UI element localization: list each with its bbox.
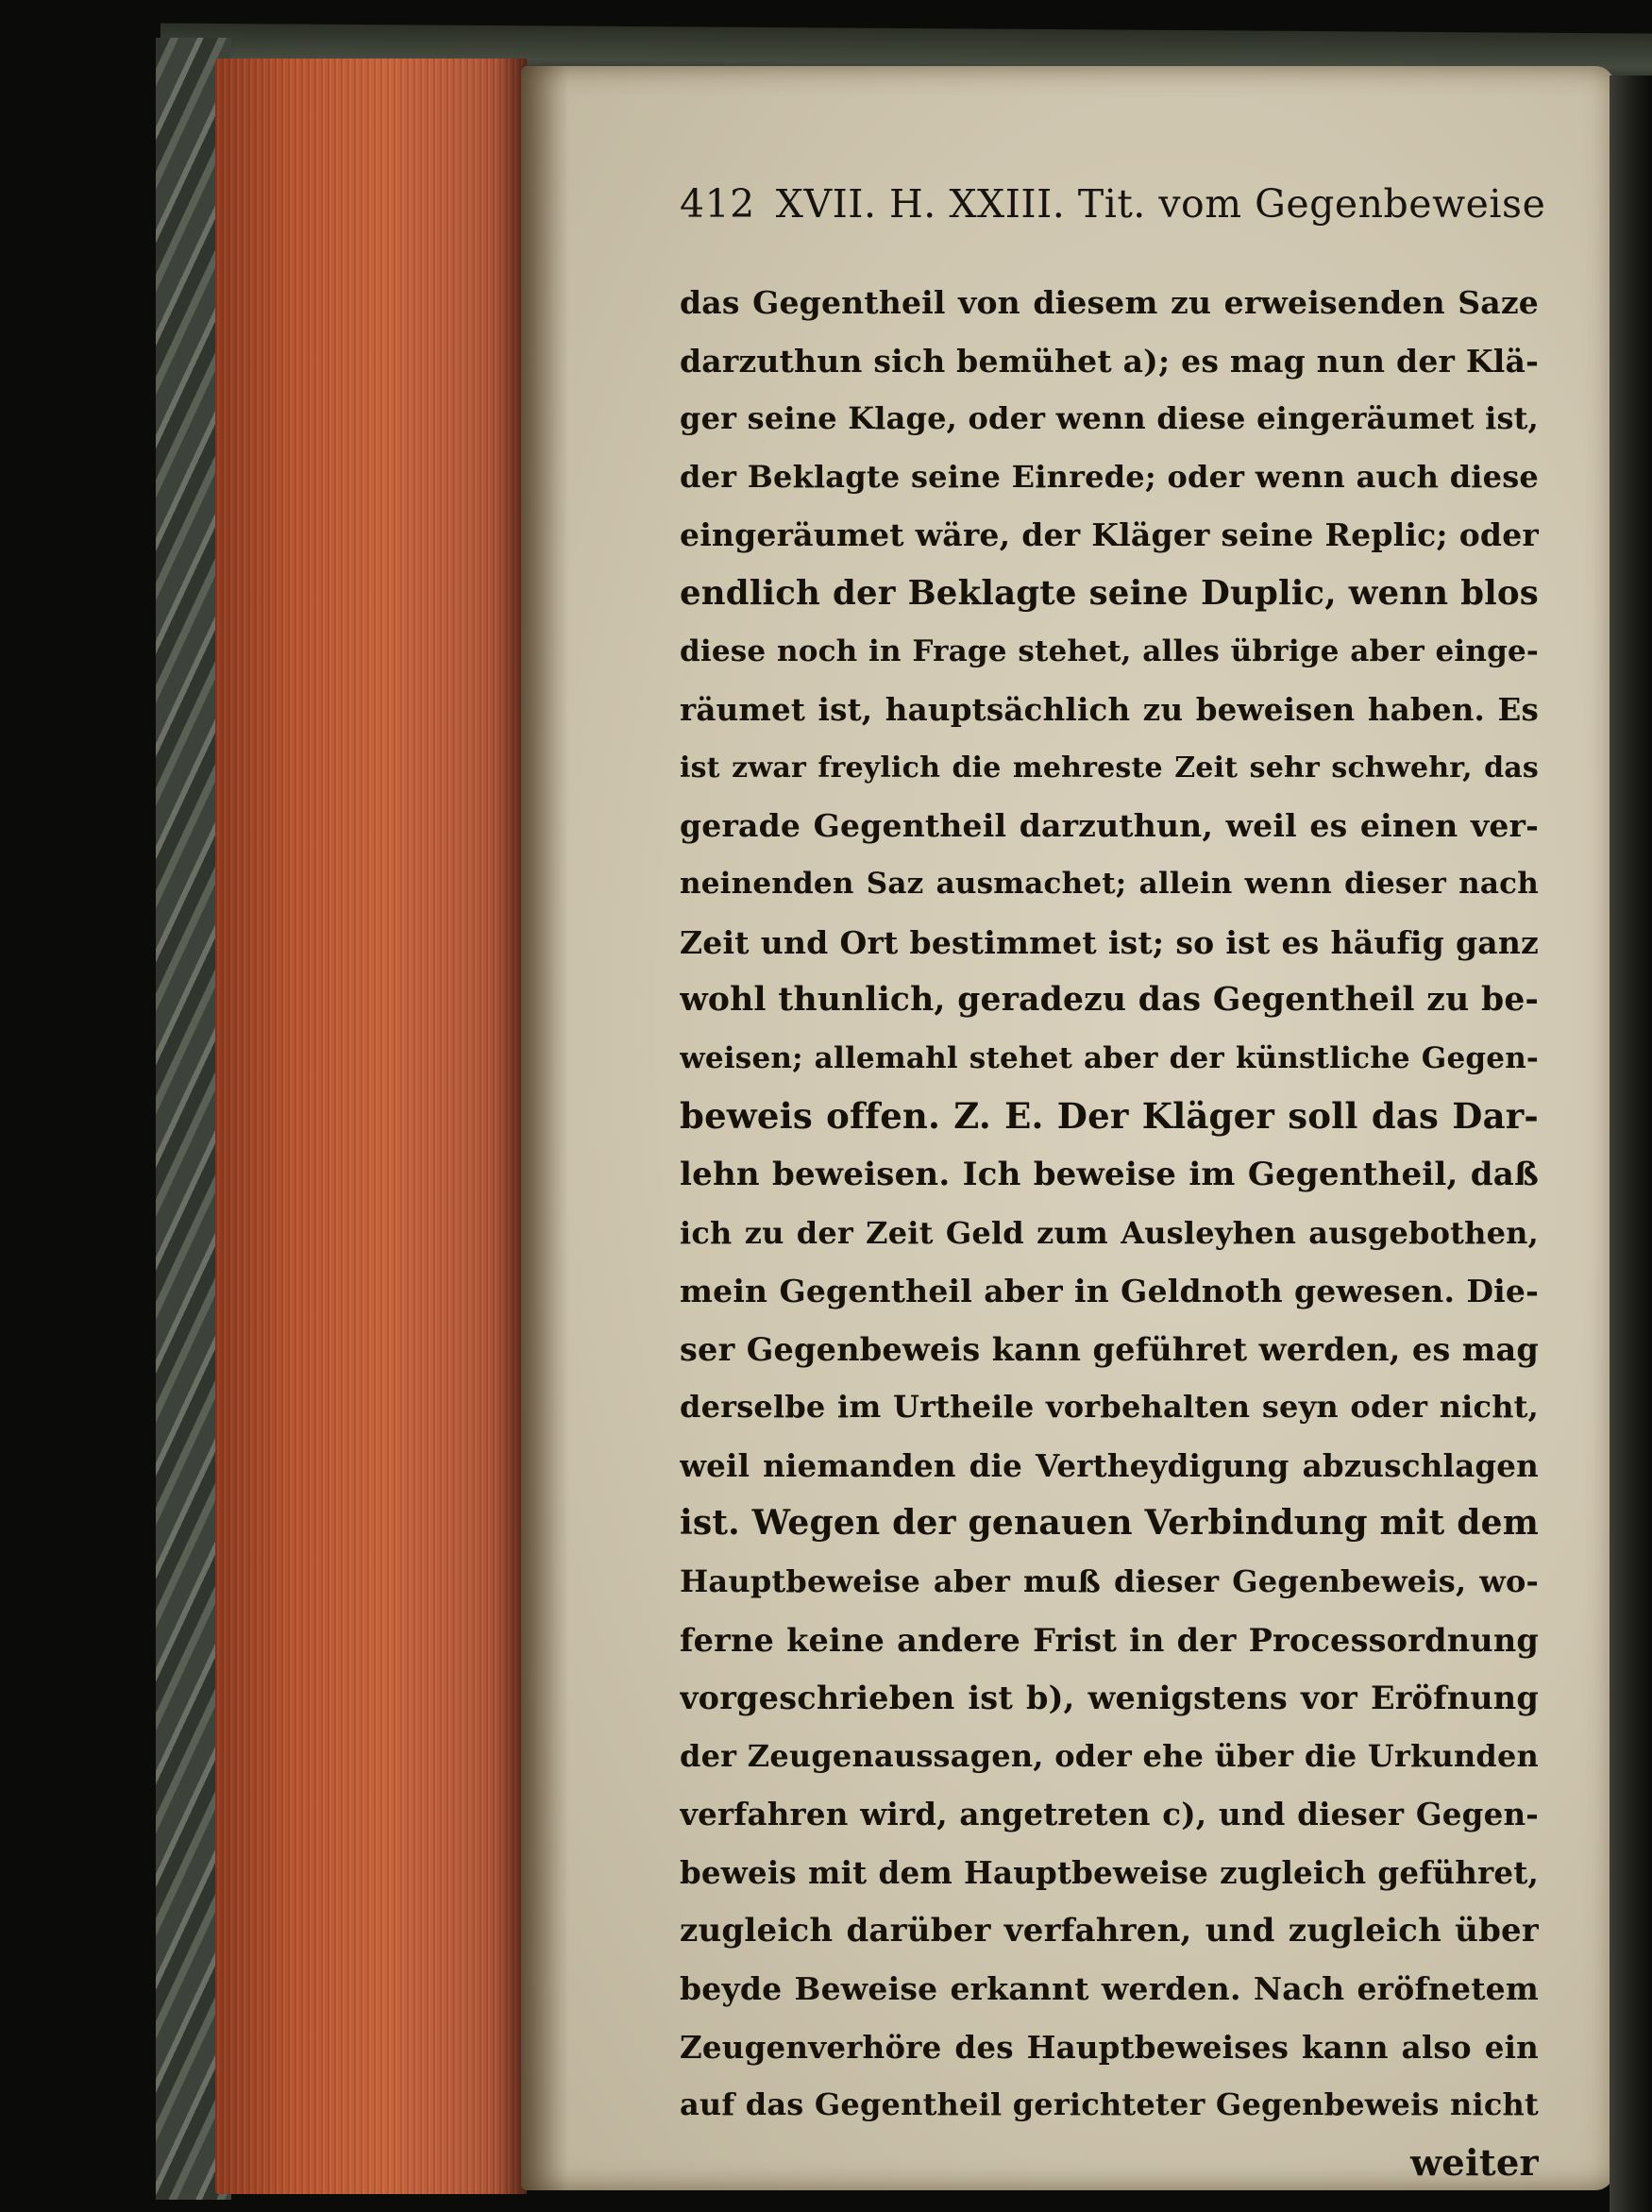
text-line: ferne keine andere Frist in der Processordnung <box>680 1621 1539 1659</box>
text-line: auf das Gegentheil gerichteter Gegenbeweis nicht <box>680 2086 1539 2123</box>
text-line: vorgeschrieben ist b), wenigstens vor Eröfnung <box>680 1680 1539 1717</box>
text-line: Hauptbeweise aber muß dieser Gegenbeweis, wo- <box>680 1563 1539 1600</box>
text-line: ger seine Klage, oder wenn diese eingeräumet ist, <box>680 400 1539 437</box>
running-head-title: XVII. H. XXIII. Tit. vom Gegenbeweise <box>775 181 1546 227</box>
page-number: 412 <box>680 181 755 227</box>
text-line: zugleich darüber verfahren, und zugleich über <box>680 1911 1539 1950</box>
text-line: diese noch in Frage stehet, alles übrige aber einge- <box>680 633 1539 668</box>
text-line: eingeräumet wäre, der Kläger seine Replic; oder <box>680 516 1539 554</box>
text-line: ser Gegenbeweis kann geführet werden, es mag <box>680 1330 1539 1368</box>
text-line: ich zu der Zeit Geld zum Ausleyhen ausgebothen, <box>680 1214 1539 1251</box>
text-line: mein Gegentheil aber in Geldnoth gewesen. Die- <box>680 1273 1539 1310</box>
text-line: weisen; allemahl stehet aber der künstliche Gegen- <box>680 1040 1539 1075</box>
facing-page-edge <box>1610 76 1652 2212</box>
text-line: neinenden Saz ausmachet; allein wenn dieser nach <box>680 866 1539 901</box>
catchword: weiter <box>1409 2142 1539 2185</box>
text-line: räumet ist, hauptsächlich zu beweisen haben. Es <box>680 691 1539 729</box>
text-line: das Gegentheil von diesem zu erweisenden Saze <box>680 284 1539 321</box>
text-line: der Zeugenaussagen, oder ehe über die Urkunden <box>680 1737 1539 1774</box>
text-line: Zeit und Ort bestimmet ist; so ist es häufig ganz <box>680 923 1539 961</box>
text-line: darzuthun sich bemühet a); es mag nun der Klä- <box>680 342 1539 380</box>
text-line: beweis mit dem Hauptbeweise zugleich geführet, <box>680 1854 1539 1892</box>
text-line: beweis offen. Z. E. Der Kläger soll das Dar- <box>680 1095 1539 1138</box>
text-line: beyde Beweise erkannt werden. Nach eröfnetem <box>680 1970 1539 2008</box>
text-line: endlich der Beklagte seine Duplic, wenn blos <box>680 573 1539 613</box>
text-line: weil niemanden die Vertheydigung abzuschlagen <box>680 1446 1539 1484</box>
body-text <box>680 274 1539 2193</box>
text-line: Zeugenverhöre des Hauptbeweises kann also ein <box>680 2028 1539 2066</box>
text-line: wohl thunlich, geradezu das Gegentheil zu be- <box>680 981 1539 1020</box>
running-header <box>680 181 1548 227</box>
page-fore-edge <box>215 59 527 2194</box>
text-line: verfahren wird, angetreten c), und dieser Gegen- <box>680 1796 1539 1833</box>
text-line: gerade Gegentheil darzuthun, weil es einen ver- <box>680 807 1539 845</box>
text-line: ist. Wegen der genauen Verbindung mit dem <box>680 1503 1539 1544</box>
text-line: derselbe im Urtheile vorbehalten seyn oder nicht, <box>680 1389 1539 1426</box>
text-line: lehn beweisen. Ich beweise im Gegentheil, daß <box>680 1155 1539 1193</box>
text-line: der Beklagte seine Einrede; oder wenn auch diese <box>680 458 1539 495</box>
text-line: ist zwar freylich die mehreste Zeit sehr schwehr, das <box>680 751 1539 785</box>
